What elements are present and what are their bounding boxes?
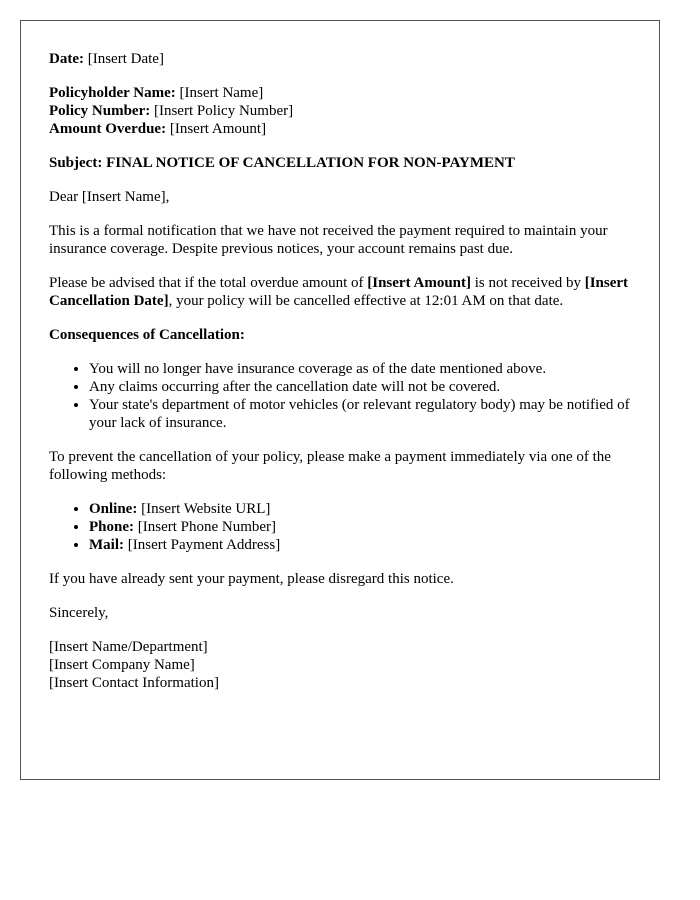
payment-method-value: [Insert Website URL]: [141, 501, 271, 517]
payment-method-phone: [89, 518, 631, 536]
letter-page: [20, 20, 660, 780]
payment-method-value: [Insert Payment Address]: [127, 537, 281, 553]
signature-contact: [Insert Contact Information]: [49, 675, 219, 691]
payment-method-online: [89, 500, 631, 518]
date-line: [49, 50, 631, 68]
amount-overdue-line: [49, 120, 631, 138]
warning-amount: [Insert Amount]: [367, 275, 471, 291]
warning-text-2: is not received by: [471, 275, 585, 291]
closing: Sincerely,: [49, 605, 109, 621]
disregard-note: If you have already sent your payment, please disregard this notice.: [49, 571, 454, 587]
signature-name: [Insert Name/Department]: [49, 639, 208, 655]
consequences-list: [49, 360, 631, 432]
consequences-heading-text: Consequences of Cancellation:: [49, 327, 245, 343]
amount-overdue-label: Amount Overdue:: [49, 121, 167, 137]
payment-method-value: [Insert Phone Number]: [137, 519, 277, 535]
date-label: Date:: [49, 51, 84, 67]
date-value: [Insert Date]: [87, 51, 164, 67]
policyholder-value: [Insert Name]: [179, 85, 264, 101]
warning-text-3: , your policy will be cancelled effective at 12:01 AM on that date.: [168, 293, 564, 309]
policy-number-label: Policy Number:: [49, 103, 151, 119]
subject-label: Subject:: [49, 155, 103, 171]
subject-line: [49, 154, 631, 172]
consequences-heading: [49, 326, 631, 344]
payment-intro: To prevent the cancellation of your policy, please make a payment immediately via one of the following methods:: [49, 449, 611, 483]
payment-method-label: Mail:: [89, 537, 124, 553]
paragraph-cancellation-warning: [49, 274, 631, 310]
list-item: • You will no longer have insurance coverage as of the date mentioned above.: [89, 360, 631, 378]
policy-info: [49, 84, 631, 138]
list-item: • Any claims occurring after the cancellation date will not be covered.: [89, 378, 631, 396]
salutation: Dear [Insert Name],: [49, 189, 170, 205]
policy-number-value: [Insert Policy Number]: [153, 103, 294, 119]
signature-company: [Insert Company Name]: [49, 657, 195, 673]
list-item: • Your state's department of motor vehicles (or relevant regulatory body) may be notified of your lack of insurance.: [89, 396, 631, 432]
payment-method-label: Online:: [89, 501, 138, 517]
payment-method-label: Phone:: [89, 519, 134, 535]
warning-date: [Insert Cancellation Date]: [49, 275, 629, 309]
payment-method-mail: [89, 536, 631, 554]
warning-text-1: Please be advised that if the total overdue amount of: [49, 275, 368, 291]
policy-number-line: [49, 102, 631, 120]
payment-methods-list: [49, 500, 631, 554]
paragraph-notification: This is a formal notification that we have not received the payment required to maintain your insurance coverage. Despite previous notices, your account remains past due.: [49, 223, 608, 257]
subject-text: FINAL NOTICE OF CANCELLATION FOR NON-PAYMENT: [106, 155, 515, 171]
amount-overdue-value: [Insert Amount]: [169, 121, 267, 137]
signature-block: [49, 638, 631, 692]
policyholder-line: [49, 84, 631, 102]
policyholder-label: Policyholder Name:: [49, 85, 176, 101]
